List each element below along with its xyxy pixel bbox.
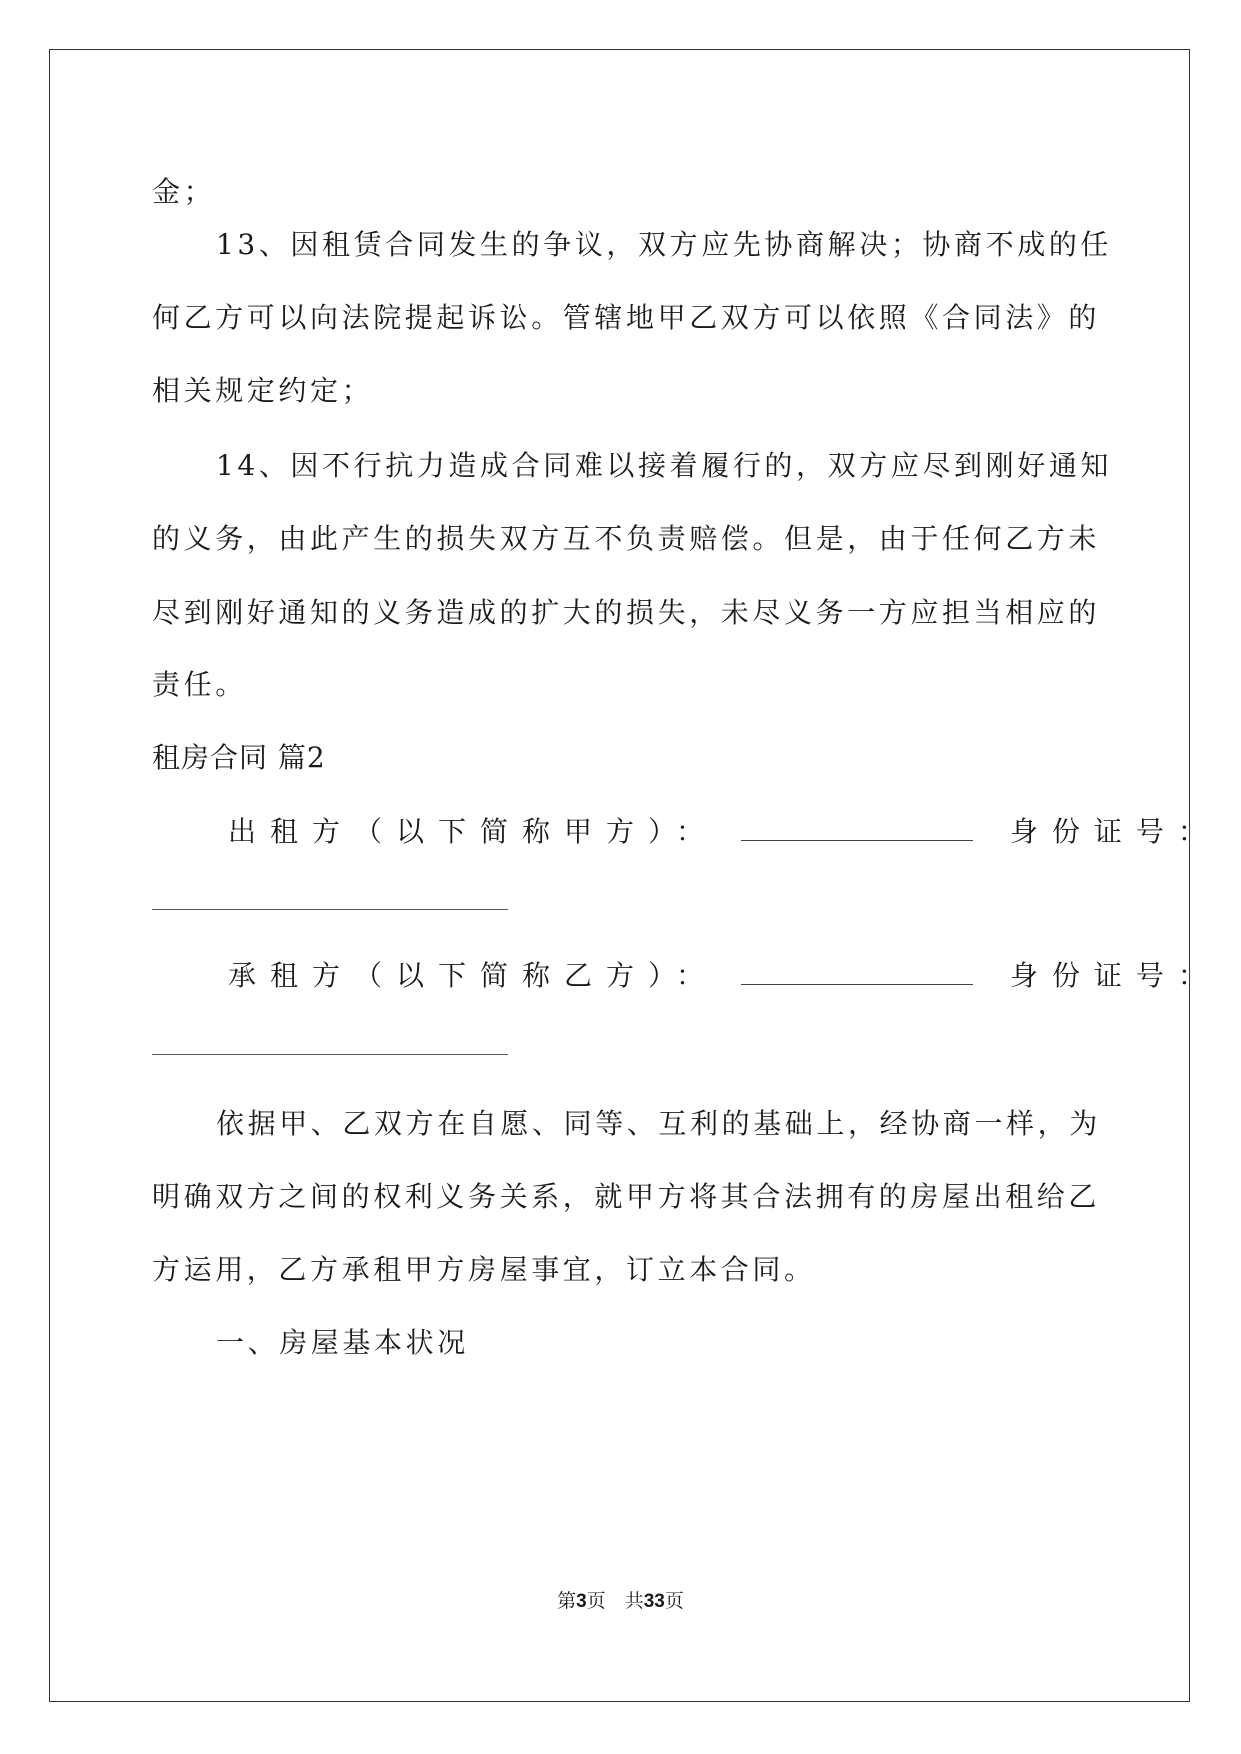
- footer-mid: 页 共: [586, 1590, 644, 1612]
- lessor-label: 出租方（以下简称甲方）：: [228, 815, 719, 848]
- clause-14-line-2: 的义务，由此产生的损失双方互不负责赔偿。但是，由于任何乙方未: [152, 522, 1101, 555]
- footer-total-pages: 33: [643, 1591, 665, 1612]
- footer-post: 页: [664, 1590, 684, 1612]
- lessor-row: [228, 812, 1220, 852]
- subsection-heading: 一、房屋基本状况: [216, 1326, 469, 1359]
- lessor-id-blank[interactable]: [152, 909, 508, 910]
- clause-13-line-2: 何乙方可以向法院提起诉讼。管辖地甲乙双方可以依照《合同法》的: [152, 301, 1101, 334]
- lessee-row: [228, 956, 1220, 996]
- clause-13-line-3: 相关规定约定；: [152, 374, 374, 407]
- clause-14-line-3: 尽到刚好通知的义务造成的扩大的损失，未尽义务一方应担当相应的: [152, 596, 1101, 629]
- lessor-id-label: 身份证号：: [1009, 815, 1220, 848]
- lessee-id-label: 身份证号：: [1009, 959, 1220, 992]
- preamble-line-1: 依据甲、乙双方在自愿、同等、互利的基础上，经协商一样，为: [216, 1107, 1101, 1140]
- lessee-id-blank[interactable]: [152, 1054, 508, 1055]
- clause-14-line-4: 责任。: [152, 668, 247, 701]
- lessee-name-blank[interactable]: [741, 958, 973, 985]
- clause-14-line-1: 14、因不行抗力造成合同难以接着履行的，双方应尽到刚好通知: [216, 449, 1113, 482]
- text-line: 金；: [152, 175, 216, 208]
- clause-13-line-1: 13、因租赁合同发生的争议，双方应先协商解决；协商不成的任: [216, 228, 1113, 261]
- preamble-line-3: 方运用，乙方承租甲方房屋事宜，订立本合同。: [152, 1253, 816, 1286]
- footer-pre: 第: [557, 1590, 577, 1612]
- preamble-line-2: 明确双方之间的权利义务关系，就甲方将其合法拥有的房屋出租给乙: [152, 1180, 1101, 1213]
- page-border: [49, 49, 1190, 1702]
- section-heading: 租房合同 篇2: [152, 741, 326, 774]
- lessee-label: 承租方（以下简称乙方）：: [228, 959, 719, 992]
- page-footer: [0, 1586, 1241, 1613]
- footer-current-page: 3: [576, 1591, 587, 1612]
- lessor-name-blank[interactable]: [741, 814, 973, 841]
